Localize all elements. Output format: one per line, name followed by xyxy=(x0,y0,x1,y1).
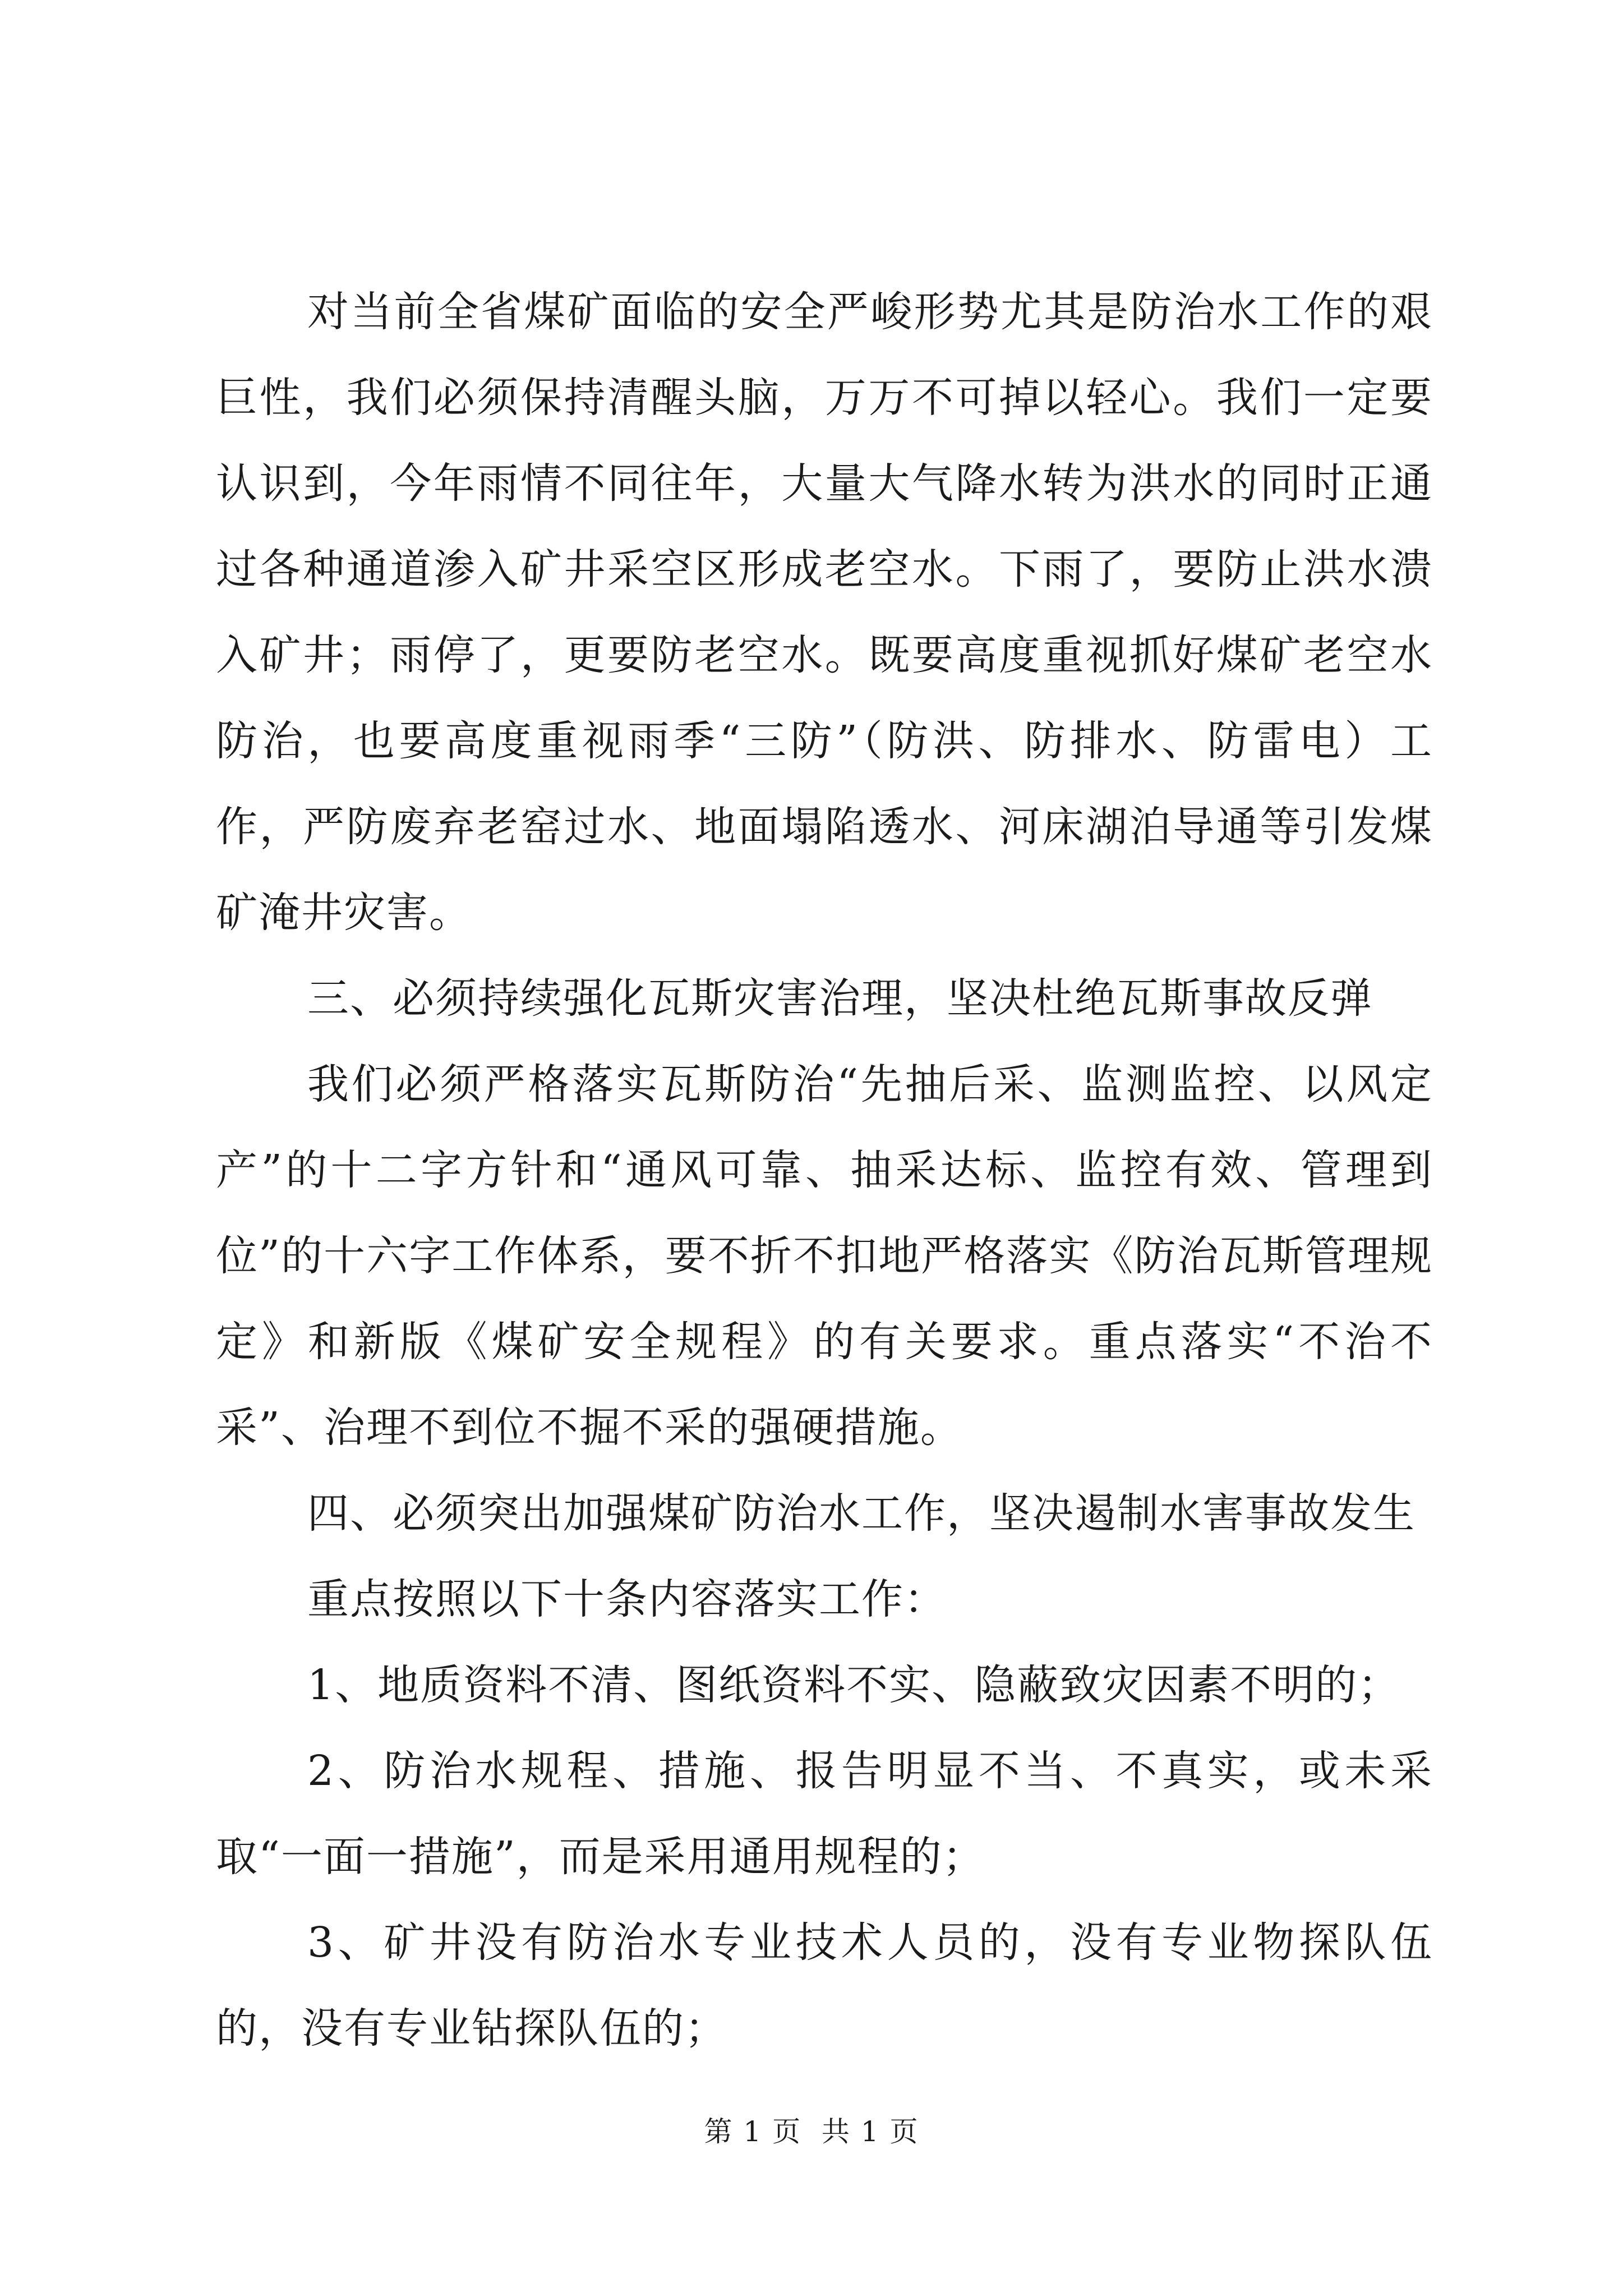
paragraph-ten-items-intro: 重点按照以下十条内容落实工作： xyxy=(307,1575,947,1623)
list-item-3: 3、矿井没有防治水专业技术人员的，没有专业物探队伍的，没有专业钻探队伍的； xyxy=(216,1918,1433,2053)
page-number-label: 第 1 页 共 1 页 xyxy=(704,2115,919,2148)
page-footer xyxy=(0,2112,1623,2151)
paragraph-gas-prevention-policy: 我们必须严格落实瓦斯防治“先抽后采、监测监控、以风定产”的十二字方针和“通风可靠、抽采达标、监控有效、管理到位”的十六字工作体系，要不折不扣地严格落实《防治瓦斯管理规定》和新版《煤矿安全规程》的有关要求。重点落实“不治不采”、治理不到位不掘不采的强硬措施。 xyxy=(216,1060,1433,1452)
list-item-2: 2、防治水规程、措施、报告明显不当、不真实，或未采取“一面一措施”，而是采用通用规程的； xyxy=(216,1747,1433,1881)
section-heading-3: 三、必须持续强化瓦斯灾害治理，坚决杜绝瓦斯事故反弹 xyxy=(307,974,1373,1023)
list-item-1: 1、地质资料不清、图纸资料不实、隐蔽致灾因素不明的； xyxy=(307,1661,1401,1709)
document-body xyxy=(216,269,1433,2072)
section-heading-4: 四、必须突出加强煤矿防治水工作，坚决遏制水害事故发生 xyxy=(307,1489,1415,1538)
paragraph-water-prevention-situation: 对当前全省煤矿面临的安全严峻形势尤其是防治水工作的艰巨性，我们必须保持清醒头脑，万万不可掉以轻心。我们一定要认识到，今年雨情不同往年，大量大气降水转为洪水的同时正通过各种通道渗入矿井采空区形成老空水。下雨了，要防止洪水溃入矿井；雨停了，更要防老空水。既要高度重视抓好煤矿老空水防治，也要高度重视雨季“三防”（防洪、防排水、防雷电）工作，严防废弃老窑过水、地面塌陷透水、河床湖泊导通等引发煤矿淹井灾害。 xyxy=(216,288,1433,937)
